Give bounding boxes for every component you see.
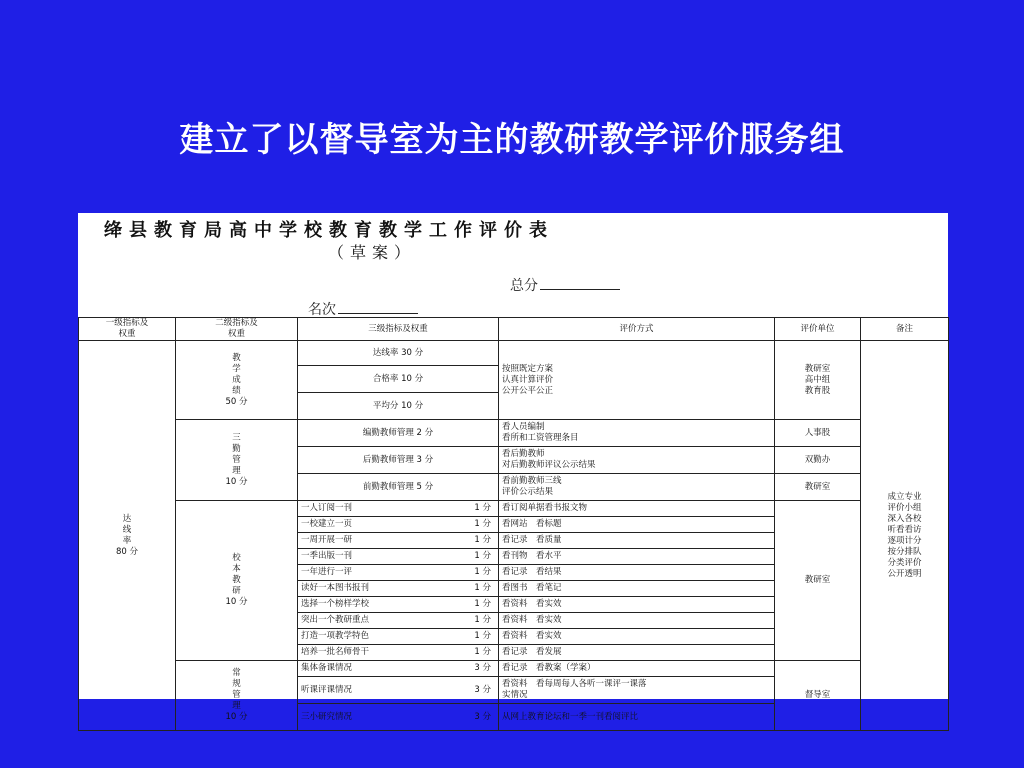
- method-cell: 看资料 看每周每人各听一课评一课落 实情况: [499, 677, 775, 704]
- level3-item: [298, 517, 499, 533]
- item-points: 3 分: [474, 663, 491, 673]
- item-name: 听课评课情况: [301, 684, 353, 695]
- unit-cell: 督导室: [775, 661, 861, 731]
- total-score-label: 总分: [510, 278, 538, 294]
- level2-school-research: 校 本 教 研 10 分: [176, 501, 298, 661]
- item-name: 三小研究情况: [301, 711, 353, 722]
- method-cell: 看图书 看笔记: [499, 581, 775, 597]
- level3-item: [298, 501, 499, 517]
- level3-item: [298, 613, 499, 629]
- slide-title: 建立了以督导室为主的教研教学评价服务组: [179, 120, 845, 160]
- header-unit: 评价单位: [775, 318, 861, 341]
- level3-item: [298, 704, 499, 731]
- rank-blank: [338, 301, 418, 314]
- unit-cell: 教研室: [775, 474, 861, 501]
- table-row: [79, 341, 949, 366]
- unit-cell: 双勤办: [775, 447, 861, 474]
- level3-item: [298, 533, 499, 549]
- item-name: 读好一本图书报刊: [301, 583, 370, 593]
- table-row: [79, 501, 949, 517]
- level3-item: [298, 565, 499, 581]
- unit-cell: 教研室 高中组 教育股: [775, 341, 861, 420]
- item-points: 1 分: [474, 567, 491, 577]
- level3-item: 平均分 10 分: [298, 393, 499, 420]
- header-note: 备注: [861, 318, 949, 341]
- level3-item: [298, 645, 499, 661]
- item-points: 3 分: [474, 711, 491, 722]
- item-name: 打造一项教学特色: [301, 631, 370, 641]
- item-name: 一人订阅一刊: [301, 503, 353, 513]
- unit-cell: 教研室: [775, 501, 861, 661]
- method-cell: 看人员编制 看所和工资管理条目: [499, 420, 775, 447]
- method-cell: 看前勤教师三线 评价公示结果: [499, 474, 775, 501]
- item-name: 一季出版一刊: [301, 551, 353, 561]
- item-points: 1 分: [474, 503, 491, 513]
- item-points: 1 分: [474, 551, 491, 561]
- level1-cell: 达 线 率 80 分: [79, 341, 176, 731]
- method-cell: 从网上教育论坛和一季一刊看阅评比: [499, 704, 775, 731]
- method-cell: 按照既定方案 认真计算评价 公开公平公正: [499, 341, 775, 420]
- level3-item: 合格率 10 分: [298, 366, 499, 393]
- document-subtitle: （草案）: [328, 243, 417, 262]
- method-cell: 看网站 看标题: [499, 517, 775, 533]
- level3-item: 后勤教师管理 3 分: [298, 447, 499, 474]
- level3-item: [298, 677, 499, 704]
- item-points: 1 分: [474, 599, 491, 609]
- method-cell: 看刊物 看水平: [499, 549, 775, 565]
- level3-item: [298, 629, 499, 645]
- level3-item: [298, 597, 499, 613]
- method-cell: 看记录 看教案（学案）: [499, 661, 775, 677]
- method-cell: 看资料 看实效: [499, 613, 775, 629]
- method-cell: 看资料 看实效: [499, 629, 775, 645]
- scanned-document: [78, 213, 948, 722]
- item-points: 1 分: [474, 631, 491, 641]
- method-cell: 看订阅单据看书报文物: [499, 501, 775, 517]
- item-points: 1 分: [474, 615, 491, 625]
- item-name: 一校建立一页: [301, 519, 353, 529]
- level3-item: 达线率 30 分: [298, 341, 499, 366]
- rank-field: [308, 299, 418, 319]
- item-name: 培养一批名师骨干: [301, 647, 370, 657]
- header-method: 评价方式: [499, 318, 775, 341]
- item-name: 一周开展一研: [301, 535, 353, 545]
- level2-teaching-results: 教 学 成 绩 50 分: [176, 341, 298, 420]
- item-name: 集体备课情况: [301, 663, 353, 673]
- level3-item: [298, 549, 499, 565]
- level3-item: [298, 661, 499, 677]
- level2-routine-management: 常 规 管 理 10 分: [176, 661, 298, 731]
- method-cell: 看记录 看发展: [499, 645, 775, 661]
- method-cell: 看后勤教师 对后勤教师评议公示结果: [499, 447, 775, 474]
- item-name: 一年进行一评: [301, 567, 353, 577]
- table-header-row: [79, 318, 949, 341]
- level3-item: 编勤教师管理 2 分: [298, 420, 499, 447]
- header-level3: 三级指标及权重: [298, 318, 499, 341]
- table-row: [79, 420, 949, 447]
- item-points: 1 分: [474, 647, 491, 657]
- level3-item: 前勤教师管理 5 分: [298, 474, 499, 501]
- item-name: 突出一个教研重点: [301, 615, 370, 625]
- item-points: 1 分: [474, 583, 491, 593]
- evaluation-table: [78, 317, 949, 731]
- note-cell: 成立专业 评价小组 深入各校 听看看访 逐项计分 按分排队 分类评价 公开透明: [861, 341, 949, 731]
- document-title: 绛县教育局高中学校教育教学工作评价表: [104, 220, 554, 241]
- level2-three-attendance: 三 勤 管 理 10 分: [176, 420, 298, 501]
- unit-cell: 人事股: [775, 420, 861, 447]
- header-level1: 一级指标及 权重: [79, 318, 176, 341]
- header-level2: 二级指标及 权重: [176, 318, 298, 341]
- item-points: 3 分: [474, 684, 491, 695]
- item-points: 1 分: [474, 519, 491, 529]
- rank-label: 名次: [308, 302, 336, 318]
- level3-item: [298, 581, 499, 597]
- method-cell: 看记录 看质量: [499, 533, 775, 549]
- item-name: 选择一个榜样学校: [301, 599, 370, 609]
- table-row: [79, 661, 949, 677]
- total-score-field: [510, 275, 620, 295]
- method-cell: 看资料 看实效: [499, 597, 775, 613]
- item-points: 1 分: [474, 535, 491, 545]
- total-score-blank: [540, 277, 620, 290]
- method-cell: 看记录 看结果: [499, 565, 775, 581]
